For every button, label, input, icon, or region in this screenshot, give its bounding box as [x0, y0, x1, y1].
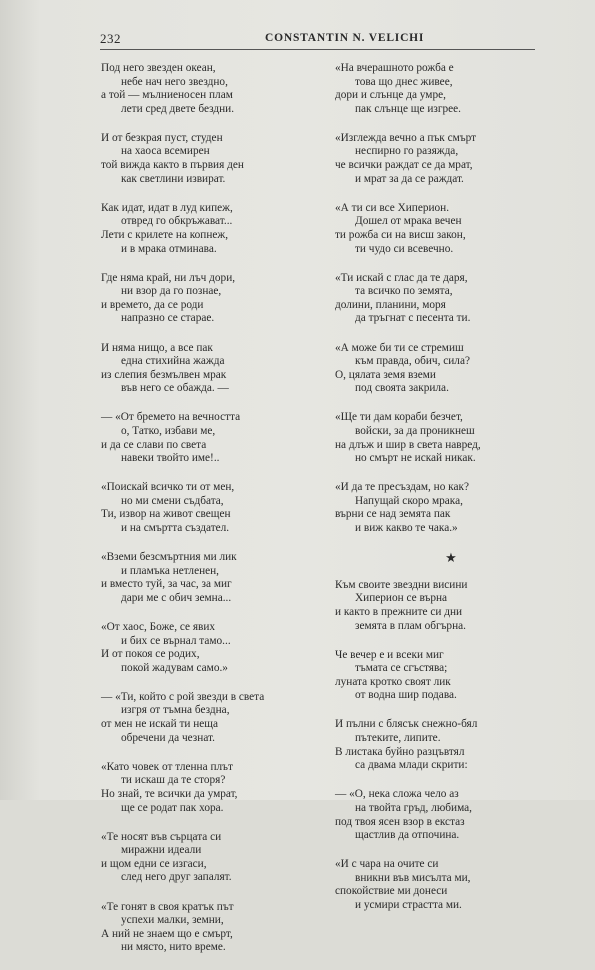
page-header: [100, 31, 535, 50]
verse-line: ти чудо си всевечно.: [355, 242, 454, 255]
verse-line: небе нач него звездно,: [121, 75, 228, 88]
stanza: [335, 132, 567, 186]
verse-line: Че вечер е и всеки миг: [335, 648, 444, 661]
verse-line: върни се над земята пак: [335, 508, 451, 521]
verse-line: Лети с крилете на копнеж,: [101, 228, 229, 241]
verse-line: и виж какво те чака.»: [355, 522, 458, 535]
verse-line: «Ти искай с глас да те даря,: [335, 271, 468, 284]
verse-line: И пълни с блясък снежно-бял: [335, 718, 478, 731]
verse-line: че всички раждат се да мрат,: [335, 159, 473, 172]
verse-line: луната кротко своят лик: [335, 675, 451, 688]
verse-line: и както в прежните си дни: [335, 605, 463, 618]
left-column: [101, 62, 331, 970]
verse-line: но смърт не искай никак.: [355, 452, 476, 465]
verse-line: на хаоса всемирен: [121, 145, 210, 158]
verse-line: тъмата се сгъстява;: [355, 662, 448, 675]
verse-line: Как идат, идат в луд кипеж,: [101, 201, 233, 214]
verse-line: той вижда както в първия ден: [101, 159, 244, 172]
verse-line: И от покоя се родих,: [101, 648, 200, 661]
verse-line: и пламъка нетленен,: [121, 564, 220, 577]
verse-line: ще се родат пак хора.: [121, 801, 224, 814]
verse-line: дори и слънце да умре,: [335, 89, 446, 102]
stanza: [101, 272, 331, 326]
stanza: [335, 411, 567, 465]
verse-line: и времето, да се роди: [101, 298, 204, 311]
verse-line: — «Ти, който с рой звезди в света: [101, 690, 265, 703]
stanza: [335, 202, 567, 256]
verse-line: и в мрака отминава.: [121, 242, 217, 255]
verse-line: «От хаос, Боже, се явих: [101, 621, 216, 633]
section-separator-star: ★: [445, 550, 457, 566]
verse-line: под твоя ясен взор в екстаз: [335, 815, 465, 828]
verse-line: след него друг запалят.: [121, 871, 232, 884]
verse-line: «А може би ти се стремиш: [335, 341, 464, 354]
verse-line: лети сред двете бездни.: [121, 102, 235, 115]
verse-line: ти рожба си на висш закон,: [335, 228, 466, 241]
verse-line: това що днес живее,: [355, 75, 453, 88]
stanza: [335, 649, 567, 703]
verse-line: отвред го обкръжават...: [121, 215, 233, 228]
stanza: [335, 718, 567, 772]
verse-line: Към своите звездни висини: [335, 578, 468, 591]
verse-line: спокойствие ми донеси: [335, 885, 448, 898]
verse-line: да тръгнат с песента ти.: [355, 312, 471, 325]
verse-line: Под него звезден океан,: [101, 62, 216, 74]
stanza: [335, 579, 567, 633]
verse-line: успехи малки, земни,: [121, 914, 224, 927]
running-head: CONSTANTIN N. VELICHI: [265, 32, 425, 44]
right-column-top: [335, 62, 567, 536]
stanza: [101, 621, 331, 675]
stanza: [101, 691, 331, 745]
verse-line: И няма нищо, а все пак: [101, 341, 213, 354]
verse-line: ни място, нито време.: [121, 941, 226, 954]
right-column: [335, 62, 567, 928]
verse-line: о, Татко, избави ме,: [121, 424, 216, 437]
verse-line: обречени да чезнат.: [121, 731, 215, 744]
verse-line: пътеките, липите.: [355, 732, 441, 745]
verse-line: как светлини извират.: [121, 172, 226, 185]
verse-line: покой жадувам само.»: [121, 661, 228, 674]
verse-line: «Вземи безсмъртния ми лик: [101, 551, 237, 564]
verse-line: из слепия безмълвен мрак: [101, 368, 227, 381]
verse-line: вникни във мисълта ми,: [355, 871, 471, 884]
verse-line: Где няма край, ни лъч дори,: [101, 271, 236, 284]
stanza: [101, 202, 331, 256]
stanza: [101, 132, 331, 186]
verse-line: навеки твойто име!..: [121, 452, 220, 465]
verse-line: Напущай скоро мрака,: [355, 494, 463, 507]
verse-line: към правда, обич, сила?: [355, 355, 470, 368]
stanza: [101, 901, 331, 955]
stanza: [101, 62, 331, 116]
verse-line: и усмири страстта ми.: [355, 899, 462, 911]
verse-line: «Изглежда вечно а пък смърт: [335, 131, 477, 144]
verse-line: «Те гонят в своя кратък път: [101, 900, 234, 913]
stanza: [335, 858, 567, 912]
verse-line: щастлив да отпочина.: [355, 829, 460, 842]
verse-line: и вместо туй, за час, за миг: [101, 578, 232, 591]
verse-line: изгря от тъмна бездна,: [121, 704, 230, 717]
verse-line: Ти, извор на живот свещен: [101, 508, 231, 521]
verse-line: О, цялата земя вземи: [335, 368, 436, 381]
stanza: [335, 272, 567, 326]
verse-line: Дошел от мрака вечен: [355, 215, 462, 228]
stanza: [101, 411, 331, 465]
verse-line: та всичко по земята,: [355, 285, 453, 298]
stanza: [101, 831, 331, 885]
right-column-bottom: [335, 579, 567, 913]
stanza: [101, 342, 331, 396]
page-number: 232: [100, 31, 121, 46]
verse-line: от водна шир подава.: [355, 689, 457, 702]
verse-line: една стихийна жажда: [121, 355, 225, 368]
verse-line: ти искаш да те сторя?: [121, 774, 226, 787]
verse-line: «Ще ти дам кораби безчет,: [335, 411, 463, 424]
stanza: [101, 551, 331, 605]
verse-line: дари ме с обич земна...: [121, 591, 232, 604]
verse-line: долини, планини, моря: [335, 298, 446, 311]
verse-line: — «О, нека сложа чело аз: [335, 788, 459, 801]
stanza: [101, 761, 331, 815]
verse-line: неспирно го разяжда,: [355, 145, 459, 158]
verse-line: миражни идеали: [121, 844, 202, 857]
verse-line: и мрат за да се раждат.: [355, 172, 464, 185]
verse-line: от мен не искай ти неща: [101, 718, 219, 731]
verse-line: но ми смени съдбата,: [121, 494, 224, 507]
verse-line: и щом едни се изгаси,: [101, 857, 207, 870]
verse-line: «Те носят във сърцата си: [101, 830, 222, 843]
verse-line: земята в плам обгърна.: [355, 619, 466, 632]
verse-line: под своята закрила.: [355, 382, 449, 395]
verse-line: напразно се старае.: [121, 312, 215, 325]
stanza: [335, 342, 567, 396]
verse-line: във него се обажда. —: [121, 382, 229, 395]
verse-line: «Като човек от тленна плът: [101, 760, 233, 773]
verse-line: И от безкрая пуст, студен: [101, 131, 223, 144]
verse-line: Хиперион се върна: [355, 592, 448, 605]
verse-line: а той — мълниеносен плам: [101, 89, 233, 102]
verse-line: А ний не знаем що е смърт,: [101, 927, 233, 940]
verse-line: са двама млади скрити:: [355, 759, 468, 772]
verse-line: войски, за да проникнеш: [355, 424, 475, 437]
verse-line: В листака буйно разцъвтял: [335, 745, 465, 758]
verse-line: и бих се върнал тамо...: [121, 634, 231, 647]
stanza: [335, 481, 567, 535]
verse-line: «И да те пресъздам, но как?: [335, 481, 470, 494]
verse-line: «На вчерашното рожба е: [335, 62, 454, 74]
verse-line: на длъж и шир в света навред,: [335, 438, 481, 451]
verse-line: «А ти си все Хиперион.: [335, 201, 450, 214]
verse-line: и да се слави по света: [101, 438, 207, 451]
verse-line: «И с чара на очите си: [335, 858, 439, 871]
verse-line: на твойта гръд, любима,: [355, 801, 472, 814]
verse-line: пак слънце ще изгрее.: [355, 102, 461, 115]
verse-line: ни взор да го познае,: [121, 285, 222, 298]
verse-line: — «От бремето на вечността: [101, 411, 241, 424]
verse-line: и на смъртта създател.: [121, 522, 230, 535]
stanza: [335, 788, 567, 842]
stanza: [101, 481, 331, 535]
verse-line: «Поискай всичко ти от мен,: [101, 481, 235, 494]
verse-line: Но знай, те всички да умрат,: [101, 787, 238, 800]
stanza: [335, 62, 567, 116]
